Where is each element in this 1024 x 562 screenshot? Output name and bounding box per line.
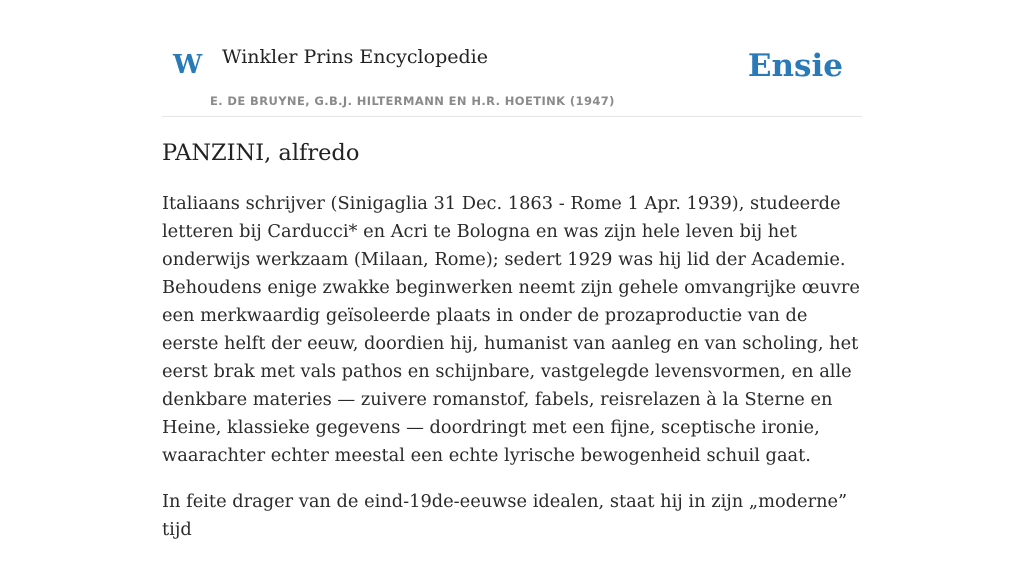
winkler-prins-logo[interactable]: W: [173, 50, 203, 80]
entry-title: PANZINI, alfredo: [162, 140, 360, 166]
ensie-logo[interactable]: Ensie: [747, 48, 843, 84]
source-authors: E. DE BRUYNE, G.B.J. HILTERMANN EN H.R. HOETINK (1947): [210, 94, 615, 108]
article-paragraph: In feite drager van de eind-19de-eeuwse idealen, staat hij in zijn „moderne” tijd: [162, 491, 848, 541]
header: [162, 0, 862, 117]
article-paragraph: Italiaans schrijver (Sinigaglia 31 Dec. 1863 - Rome 1 Apr. 1939), studeerde letteren bij Carducci* en Acri te Bologna en was zijn hele leven bij het onderwijs werkzaam (Milaan, Rome); sedert 1929 was hij lid der Academie. Behoudens enige zwakke beginwerken neemt zijn gehele omvangrijke œuvre een merkwaardig geïsoleerde plaats in onder de prozaproductie van de eerste helft der eeuw, doordien hij, humanist van aanleg en van scholing, het eerst brak met vals pathos en schijnbare, vastgelegde levensvormen, en alle denkbare materies — zuivere romanstof, fabels, reisrelazen à la Sterne en Heine, klassieke gegevens — doordringt met een fijne, sceptische ironie, waarachter echter meestal een echte lyrische bewogenheid schuil gaat.: [162, 193, 860, 467]
article: [162, 138, 862, 562]
article-body: [162, 190, 862, 544]
source-title[interactable]: Winkler Prins Encyclopedie: [222, 46, 488, 68]
